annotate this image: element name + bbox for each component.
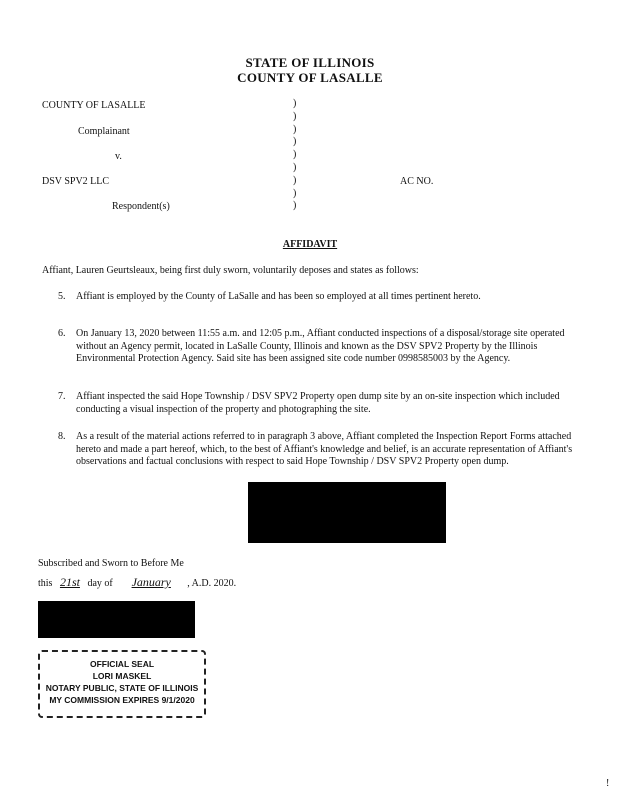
county-heading: COUNTY OF LASALLE [237,70,383,85]
caption-parentheses: ) ) ) ) ) ) ) ) ) [293,98,297,212]
jurat-month-value: January [131,575,171,589]
jurat-year: , A.D. 2020. [187,578,237,589]
paragraph-text: Affiant is employed by the County of LaSalle and has been so employed at all times pertinent hereto. [76,291,481,302]
official-seal-stamp [38,650,206,718]
jurat-this: this [38,578,53,589]
respondent-name: DSV SPV2 LLC [42,176,110,187]
paragraph-number: 7. [58,391,66,402]
seal-commission-expiry: MY COMMISSION EXPIRES 9/1/2020 [49,695,195,705]
affidavit-intro: Affiant, Lauren Geurtsleaux, being first duly sworn, voluntarily deposes and states as follows: [42,265,419,276]
paragraph-number: 6. [58,328,66,339]
redacted-signature-block [248,482,446,543]
seal-title: OFFICIAL SEAL [89,659,155,669]
seal-notary-name: LORI MASKEL [92,671,152,681]
versus-label: v. [115,151,122,162]
jurat-day-of: day of [87,578,113,589]
jurat-line: Subscribed and Sworn to Before Me [38,558,184,569]
paragraph-text: On January 13, 2020 between 11:55 a.m. and 12:05 p.m., Affiant conducted inspections of a disposal/storage site operated without an Agency permit, located in LaSalle County, Illinois and known as the DSV SPV2 Property by the Illinois Environmental Protection Agency. Said site has been assigned site code number 0998585003 by the Agency. [76,328,565,364]
respondent-role: Respondent(s) [112,201,170,212]
jurat-day-value: 21st [59,575,80,589]
jurat-date-line [38,575,236,590]
paragraph-number: 8. [58,431,66,442]
state-heading: STATE OF ILLINOIS [245,55,375,70]
page-mark: ! [606,778,610,789]
paragraph-text: Affiant inspected the said Hope Township / DSV SPV2 Property open dump site by an on-site inspection which included conducting a visual inspection of the property and photographing the site. [76,391,560,415]
complainant-name: COUNTY OF LASALLE [42,100,146,111]
paragraph-number: 5. [58,291,66,302]
case-number-label: AC NO. [400,176,434,187]
seal-notary-public: NOTARY PUBLIC, STATE OF ILLINOIS [45,683,199,693]
redacted-notary-signature [38,601,195,638]
complainant-role: Complainant [78,126,130,137]
paragraph-text: As a result of the material actions referred to in paragraph 3 above, Affiant completed the Inspection Report Forms attached hereto and made a part hereof, which, to the best of Affiant's knowledge and belief, is an accurate representation of Affiant's observations and factual conclusions with respect to said Hope Township / DSV SPV2 Property open dump. [76,431,573,467]
affidavit-heading: AFFIDAVIT [282,239,338,250]
